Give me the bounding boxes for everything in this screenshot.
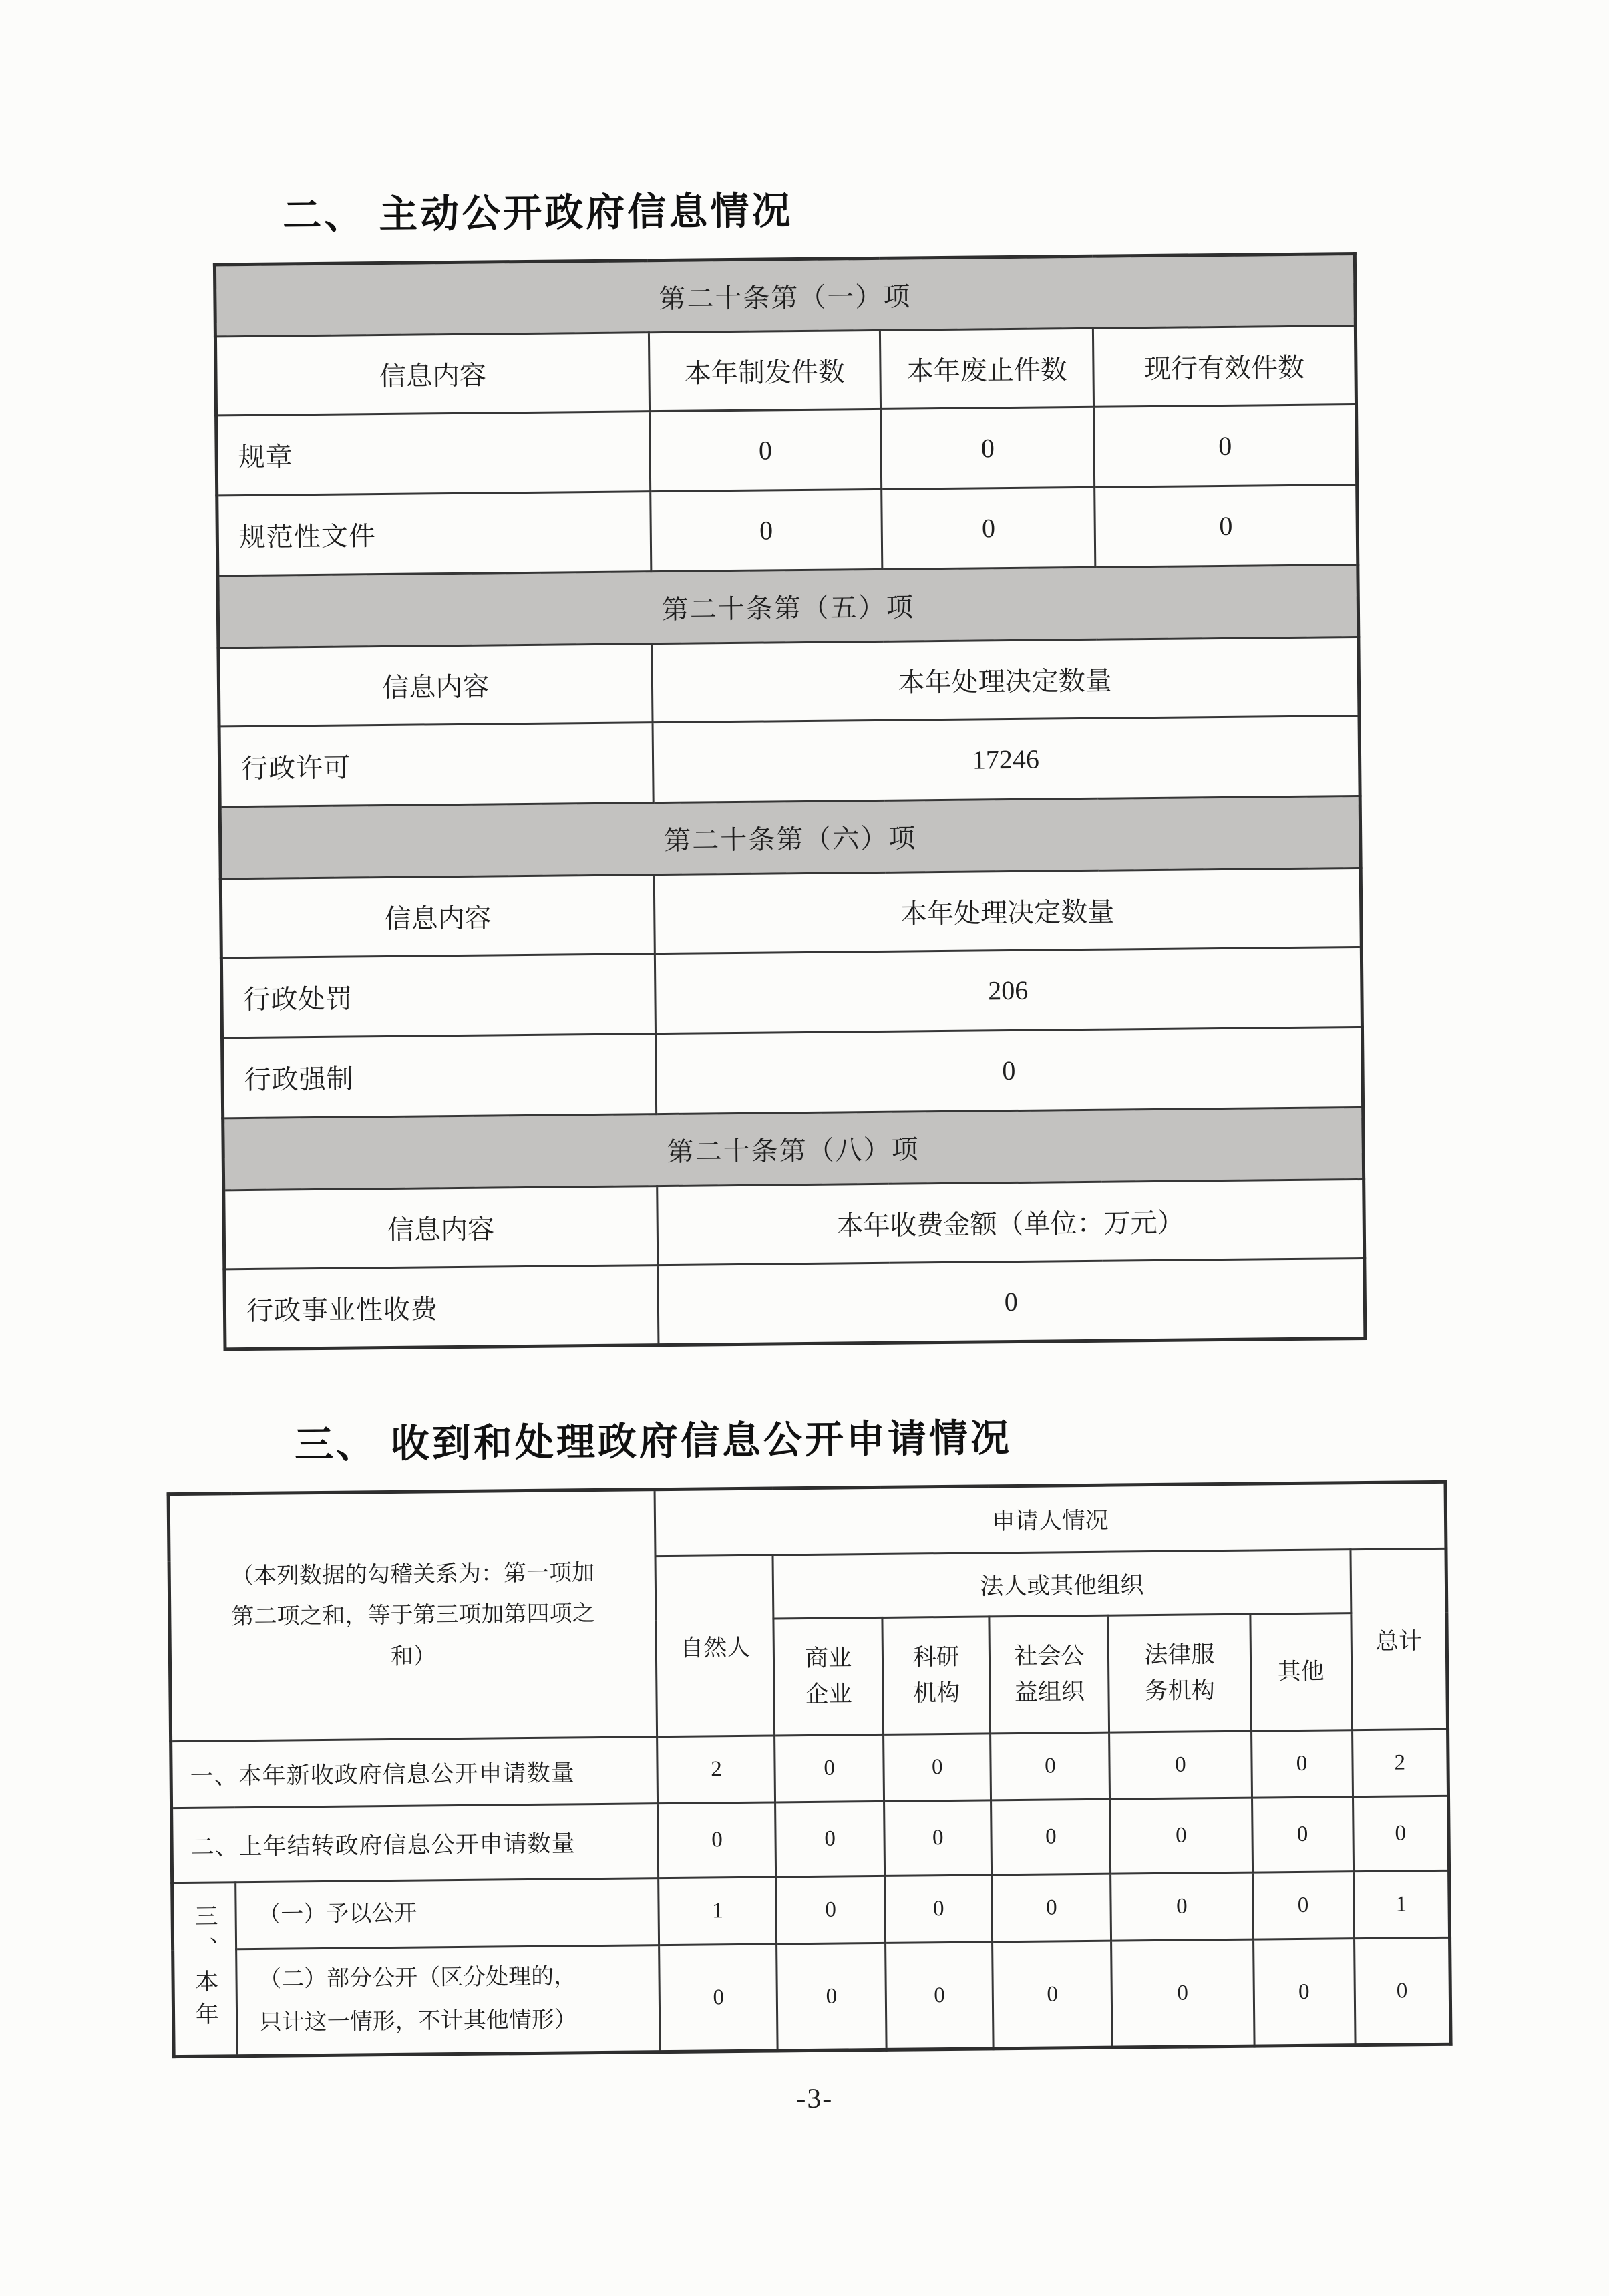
value-cell: 206 [655, 947, 1362, 1033]
value-cell: 0 [1253, 1939, 1355, 2046]
col-header-effective-count: 现行有效件数 [1093, 326, 1357, 407]
section2-title: 二、 主动公开政府信息情况 [282, 189, 793, 238]
value-cell: 1 [1353, 1870, 1449, 1938]
value-cell: 0 [991, 1799, 1111, 1875]
row-label-partial-disclosure: （二）部分公开（区分处理的， 只计这一情形，不计其他情形） [236, 1945, 660, 2056]
row-label-granted-disclosure: （一）予以公开 [235, 1878, 659, 1949]
value-cell: 2 [1352, 1729, 1448, 1796]
col-header-legal-service-org: 法律服 务机构 [1108, 1614, 1251, 1732]
note-line: 和） [390, 1643, 437, 1669]
note-line: 第二项之和，等于第三项加第四项之 [231, 1601, 595, 1630]
value-cell: 0 [1354, 1937, 1451, 2045]
col-header-applicant-status: 申请人情况 [655, 1482, 1446, 1556]
reconciliation-note [168, 1490, 657, 1742]
col-header-info-content: 信息内容 [224, 1186, 658, 1269]
value-cell: 0 [1109, 1731, 1252, 1799]
value-cell: 0 [1111, 1872, 1253, 1941]
col-header-info-content: 信息内容 [215, 333, 649, 416]
value-cell: 0 [1251, 1730, 1353, 1798]
page-number: -3- [796, 2083, 834, 2115]
value-cell: 0 [991, 1732, 1110, 1800]
value-cell: 0 [884, 1800, 992, 1876]
col-header-info-content: 信息内容 [218, 644, 653, 727]
row-label-carried-over-applications: 二、上年结转政府信息公开申请数量 [172, 1804, 659, 1883]
value-cell: 0 [777, 1943, 886, 2051]
value-cell: 0 [775, 1801, 885, 1877]
band-article20-item1: 第二十条第（一）项 [214, 254, 1355, 337]
value-cell: 0 [776, 1876, 885, 1944]
applications-table [167, 1480, 1453, 2058]
proactive-disclosure-table [213, 252, 1367, 1351]
value-cell: 0 [650, 489, 882, 571]
value-cell: 0 [992, 1874, 1111, 1942]
band-article20-item5: 第二十条第（五）项 [218, 565, 1359, 648]
col-header-commercial-enterprise: 商业 企业 [773, 1617, 883, 1736]
value-cell: 0 [657, 1258, 1365, 1345]
row-label-normative-documents: 规范性文件 [217, 492, 651, 576]
value-cell: 0 [884, 1875, 993, 1943]
col-header-info-content: 信息内容 [220, 875, 655, 958]
value-cell: 0 [658, 1802, 776, 1878]
value-cell: 0 [659, 1944, 777, 2052]
value-cell: 0 [775, 1734, 884, 1802]
value-cell: 0 [993, 1941, 1112, 2049]
col-header-decisions-count: 本年处理决定数量 [652, 637, 1359, 723]
col-header-decisions-count: 本年处理决定数量 [654, 868, 1361, 953]
row-label-admin-license: 行政许可 [219, 723, 653, 807]
row-label-admin-fees: 行政事业性收费 [224, 1265, 659, 1349]
col-header-fees-amount: 本年收费金额（单位：万元） [657, 1179, 1364, 1265]
value-cell: 0 [1110, 1798, 1252, 1874]
section3-title: 三、 收到和处理政府信息公开申请情况 [294, 1416, 1013, 1467]
value-cell: 17246 [653, 716, 1360, 803]
value-cell: 0 [1094, 405, 1357, 488]
col-header-repealed-count: 本年废止件数 [880, 328, 1094, 409]
value-cell: 0 [1111, 1939, 1254, 2047]
value-cell: 0 [1252, 1797, 1353, 1872]
band-article20-item6: 第二十条第（六）项 [220, 796, 1361, 879]
row-label-new-applications: 一、本年新收政府信息公开申请数量 [171, 1737, 658, 1808]
value-cell: 0 [1252, 1872, 1354, 1939]
value-cell: 0 [881, 407, 1095, 489]
col-header-other: 其他 [1250, 1613, 1352, 1731]
col-header-total: 总计 [1351, 1548, 1448, 1730]
value-cell: 2 [657, 1736, 775, 1804]
row-group-label-this-year-results: 三、本年 [172, 1882, 237, 2057]
value-cell: 0 [1353, 1796, 1449, 1871]
col-header-issued-count: 本年制发件数 [649, 330, 881, 411]
col-header-natural-person: 自然人 [655, 1555, 774, 1737]
value-cell: 0 [883, 1734, 991, 1802]
row-label-admin-penalty: 行政处罚 [221, 954, 655, 1038]
value-cell: 0 [882, 487, 1095, 569]
value-cell: 0 [649, 409, 882, 491]
row-label-regulations: 规章 [216, 412, 651, 496]
note-line: （本列数据的勾稽关系为：第一项加 [230, 1561, 595, 1589]
value-cell: 1 [659, 1877, 777, 1945]
band-article20-item8: 第二十条第（八）项 [223, 1107, 1364, 1190]
col-header-research-institution: 科研 机构 [882, 1617, 991, 1735]
row-label-admin-coercion: 行政强制 [222, 1034, 657, 1118]
col-header-legal-entities: 法人或其他组织 [773, 1550, 1351, 1619]
value-cell: 0 [655, 1027, 1363, 1114]
value-cell: 0 [885, 1942, 993, 2050]
value-cell: 0 [1095, 485, 1358, 568]
col-header-public-welfare-org: 社会公 益组织 [989, 1615, 1109, 1734]
